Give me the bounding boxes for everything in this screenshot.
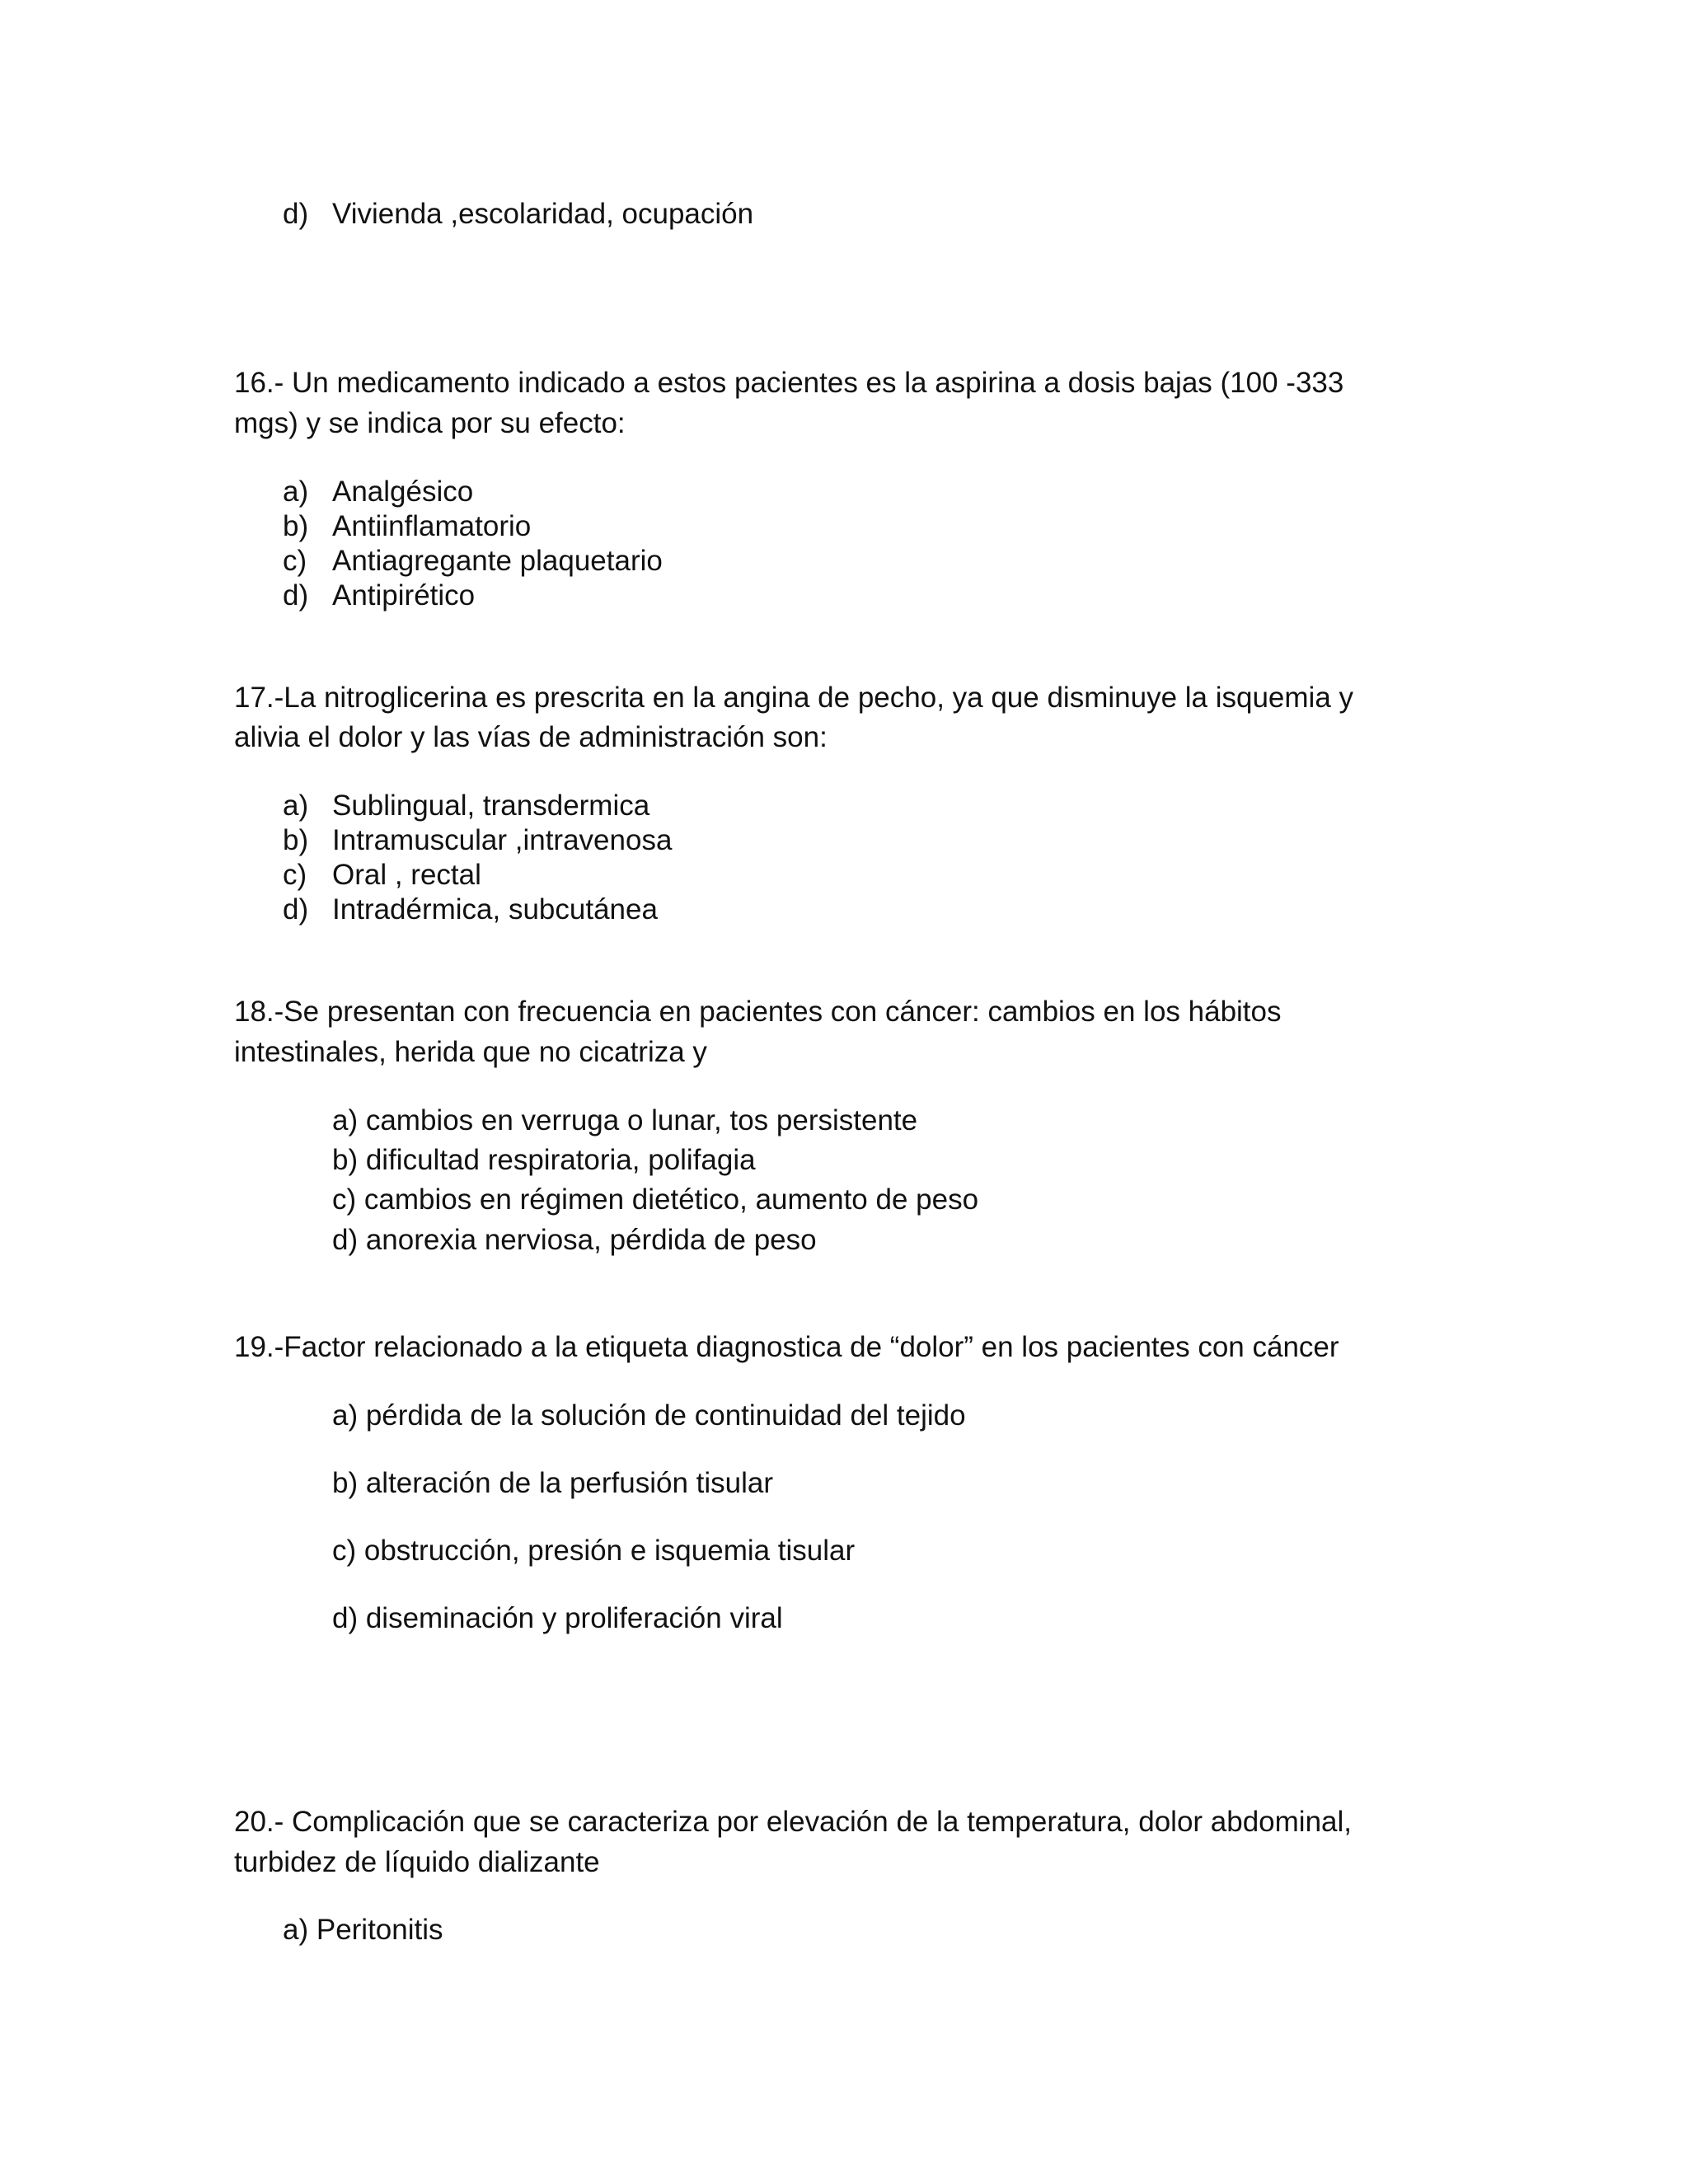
question-20-stem-line-1: 20.- Complicación que se caracteriza por elevación de la temperatura, dolor abdominal,	[234, 1806, 1353, 1838]
question-20-option-a: a) Peritonitis	[283, 1914, 443, 1946]
question-17-stem-line-1: 17.-La nitroglicerina es prescrita en la angina de pecho, ya que disminuye la isquemia y	[234, 682, 1354, 714]
option-text: Vivienda ,escolaridad, ocupación	[332, 198, 754, 230]
question-19-option-d: d) diseminación y proliferación viral	[332, 1602, 783, 1634]
question-20-stem-line-2: turbidez de líquido dializante	[234, 1846, 600, 1878]
question-19-option-a: a) pérdida de la solución de continuidad del tejido	[332, 1399, 966, 1432]
question-18-stem-line-1: 18.-Se presentan con frecuencia en pacientes con cáncer: cambios en los hábitos	[234, 996, 1282, 1028]
option-letter: b)	[283, 510, 309, 542]
option-text: Antiinflamatorio	[332, 510, 532, 542]
question-19-stem-line-1: 19.-Factor relacionado a la etiqueta diagnostica de “dolor” en los pacientes con cáncer	[234, 1331, 1339, 1363]
option-text: Intradérmica, subcutánea	[332, 893, 658, 926]
option-letter: c)	[283, 545, 307, 577]
option-letter: b)	[283, 824, 309, 856]
option-text: Antipirético	[332, 579, 476, 612]
question-18-option-c: c) cambios en régimen dietético, aumento de peso	[332, 1183, 979, 1216]
option-letter: a)	[283, 790, 309, 822]
question-17-stem-line-2: alivia el dolor y las vías de administración son:	[234, 721, 828, 753]
question-19-option-b: b) alteración de la perfusión tisular	[332, 1467, 774, 1499]
option-letter: d)	[283, 198, 309, 230]
option-text: Antiagregante plaquetario	[332, 545, 663, 577]
option-letter: d)	[283, 579, 309, 612]
question-18-stem-line-2: intestinales, herida que no cicatriza y	[234, 1036, 707, 1068]
option-letter: a)	[283, 476, 309, 508]
question-16-stem-line-1: 16.- Un medicamento indicado a estos pacientes es la aspirina a dosis bajas (100 -333	[234, 367, 1344, 399]
option-letter: c)	[283, 859, 307, 891]
question-18-option-a: a) cambios en verruga o lunar, tos persistente	[332, 1104, 918, 1137]
question-18-option-b: b) dificultad respiratoria, polifagia	[332, 1144, 756, 1176]
option-letter: d)	[283, 893, 309, 926]
option-text: Sublingual, transdermica	[332, 790, 650, 822]
option-text: Intramuscular ,intravenosa	[332, 824, 673, 856]
question-16-stem-line-2: mgs) y se indica por su efecto:	[234, 407, 626, 439]
option-text: Analgésico	[332, 476, 474, 508]
question-18-option-d: d) anorexia nerviosa, pérdida de peso	[332, 1224, 817, 1256]
option-text: Oral , rectal	[332, 859, 481, 891]
question-19-option-c: c) obstrucción, presión e isquemia tisular	[332, 1535, 856, 1567]
